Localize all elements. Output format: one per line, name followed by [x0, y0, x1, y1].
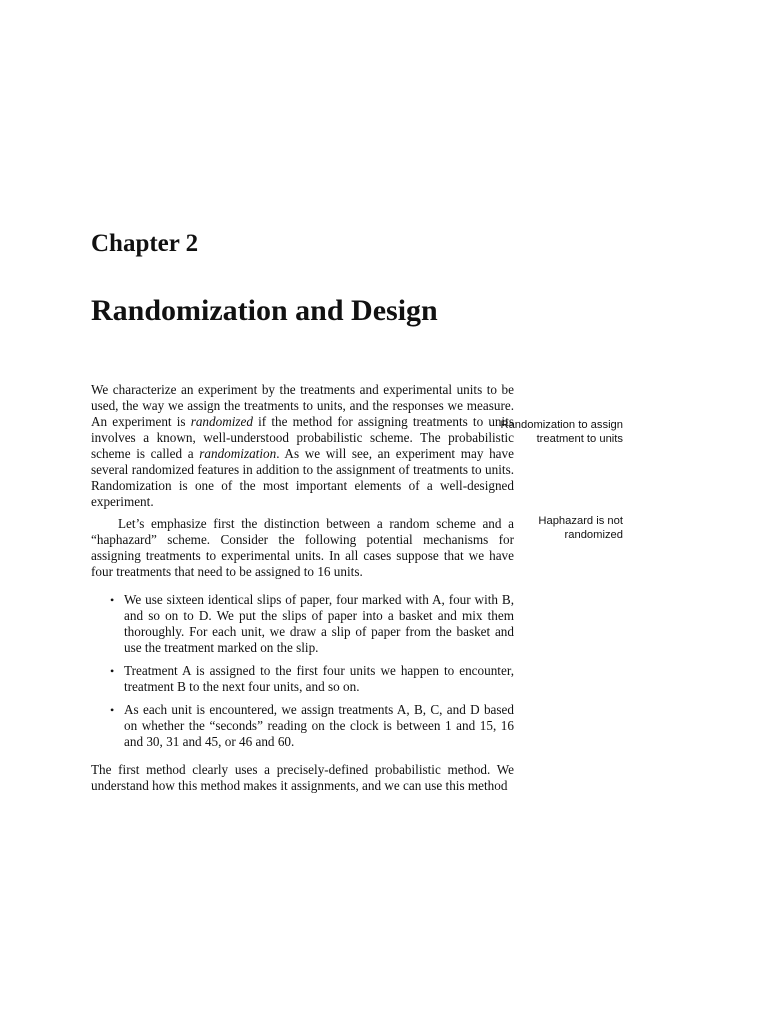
- term-randomized: randomized: [190, 414, 253, 429]
- chapter-number: Chapter 2: [91, 230, 199, 257]
- paragraph-3: The first method clearly uses a precisely-defined probabilistic method. We understand how this method makes it assignments, and we can use this method: [91, 762, 514, 793]
- chapter-title: Randomization and Design: [91, 294, 438, 327]
- list-item: [110, 663, 514, 695]
- paragraph-2: Let’s emphasize first the distinction between a random scheme and a “haphazard” scheme. Consider the following potential mechanisms for assigning treatments to experimental units. In all cases suppose that we have four treatments that need to be assigned to 16 units.: [91, 516, 514, 579]
- list-item-text: Treatment A is assigned to the first four units we happen to encounter, treatment B to the next four units, and so on.: [124, 663, 514, 694]
- term-randomization: randomization: [199, 446, 277, 461]
- list-item-text: We use sixteen identical slips of paper, four marked with A, four with B, and so on to D. We put the slips of paper into a basket and mix them thoroughly. For each unit, we draw a slip of paper from the basket and use the treatment marked on the slip.: [124, 592, 514, 655]
- paragraph-1: [91, 382, 514, 510]
- margin-note-haphazard: Haphazard is not randomized: [538, 515, 623, 541]
- list-item: [110, 702, 514, 750]
- list-item-text: As each unit is encountered, we assign treatments A, B, C, and D based on whether the “seconds” reading on the clock is between 1 and 15, 16 and 30, 31 and 45, or 46 and 60.: [124, 702, 514, 749]
- mechanism-list: [91, 592, 514, 750]
- paragraph-1-part-c: . As we will see, an experiment may have several randomized features in addition to the assignment of treatments to units. Randomization is one of the most important elements of a well-designed experiment.: [91, 446, 514, 509]
- margin-note-randomization: Randomization to assign treatment to units: [500, 419, 623, 445]
- paragraph-1-part-a: We characterize an experiment by the treatments and experimental units to be used, the way we assign the treatments to units, and the responses we measure. An experiment is: [91, 382, 514, 429]
- bullet-icon: •: [110, 703, 115, 717]
- bullet-icon: •: [110, 593, 115, 607]
- list-item: [110, 592, 514, 656]
- body-text: [91, 382, 514, 794]
- bullet-icon: •: [110, 664, 115, 678]
- paragraph-1-part-b: if the method for assigning treatments to units involves a known, well-understood probabilistic scheme. The probabilistic scheme is called a: [91, 414, 514, 461]
